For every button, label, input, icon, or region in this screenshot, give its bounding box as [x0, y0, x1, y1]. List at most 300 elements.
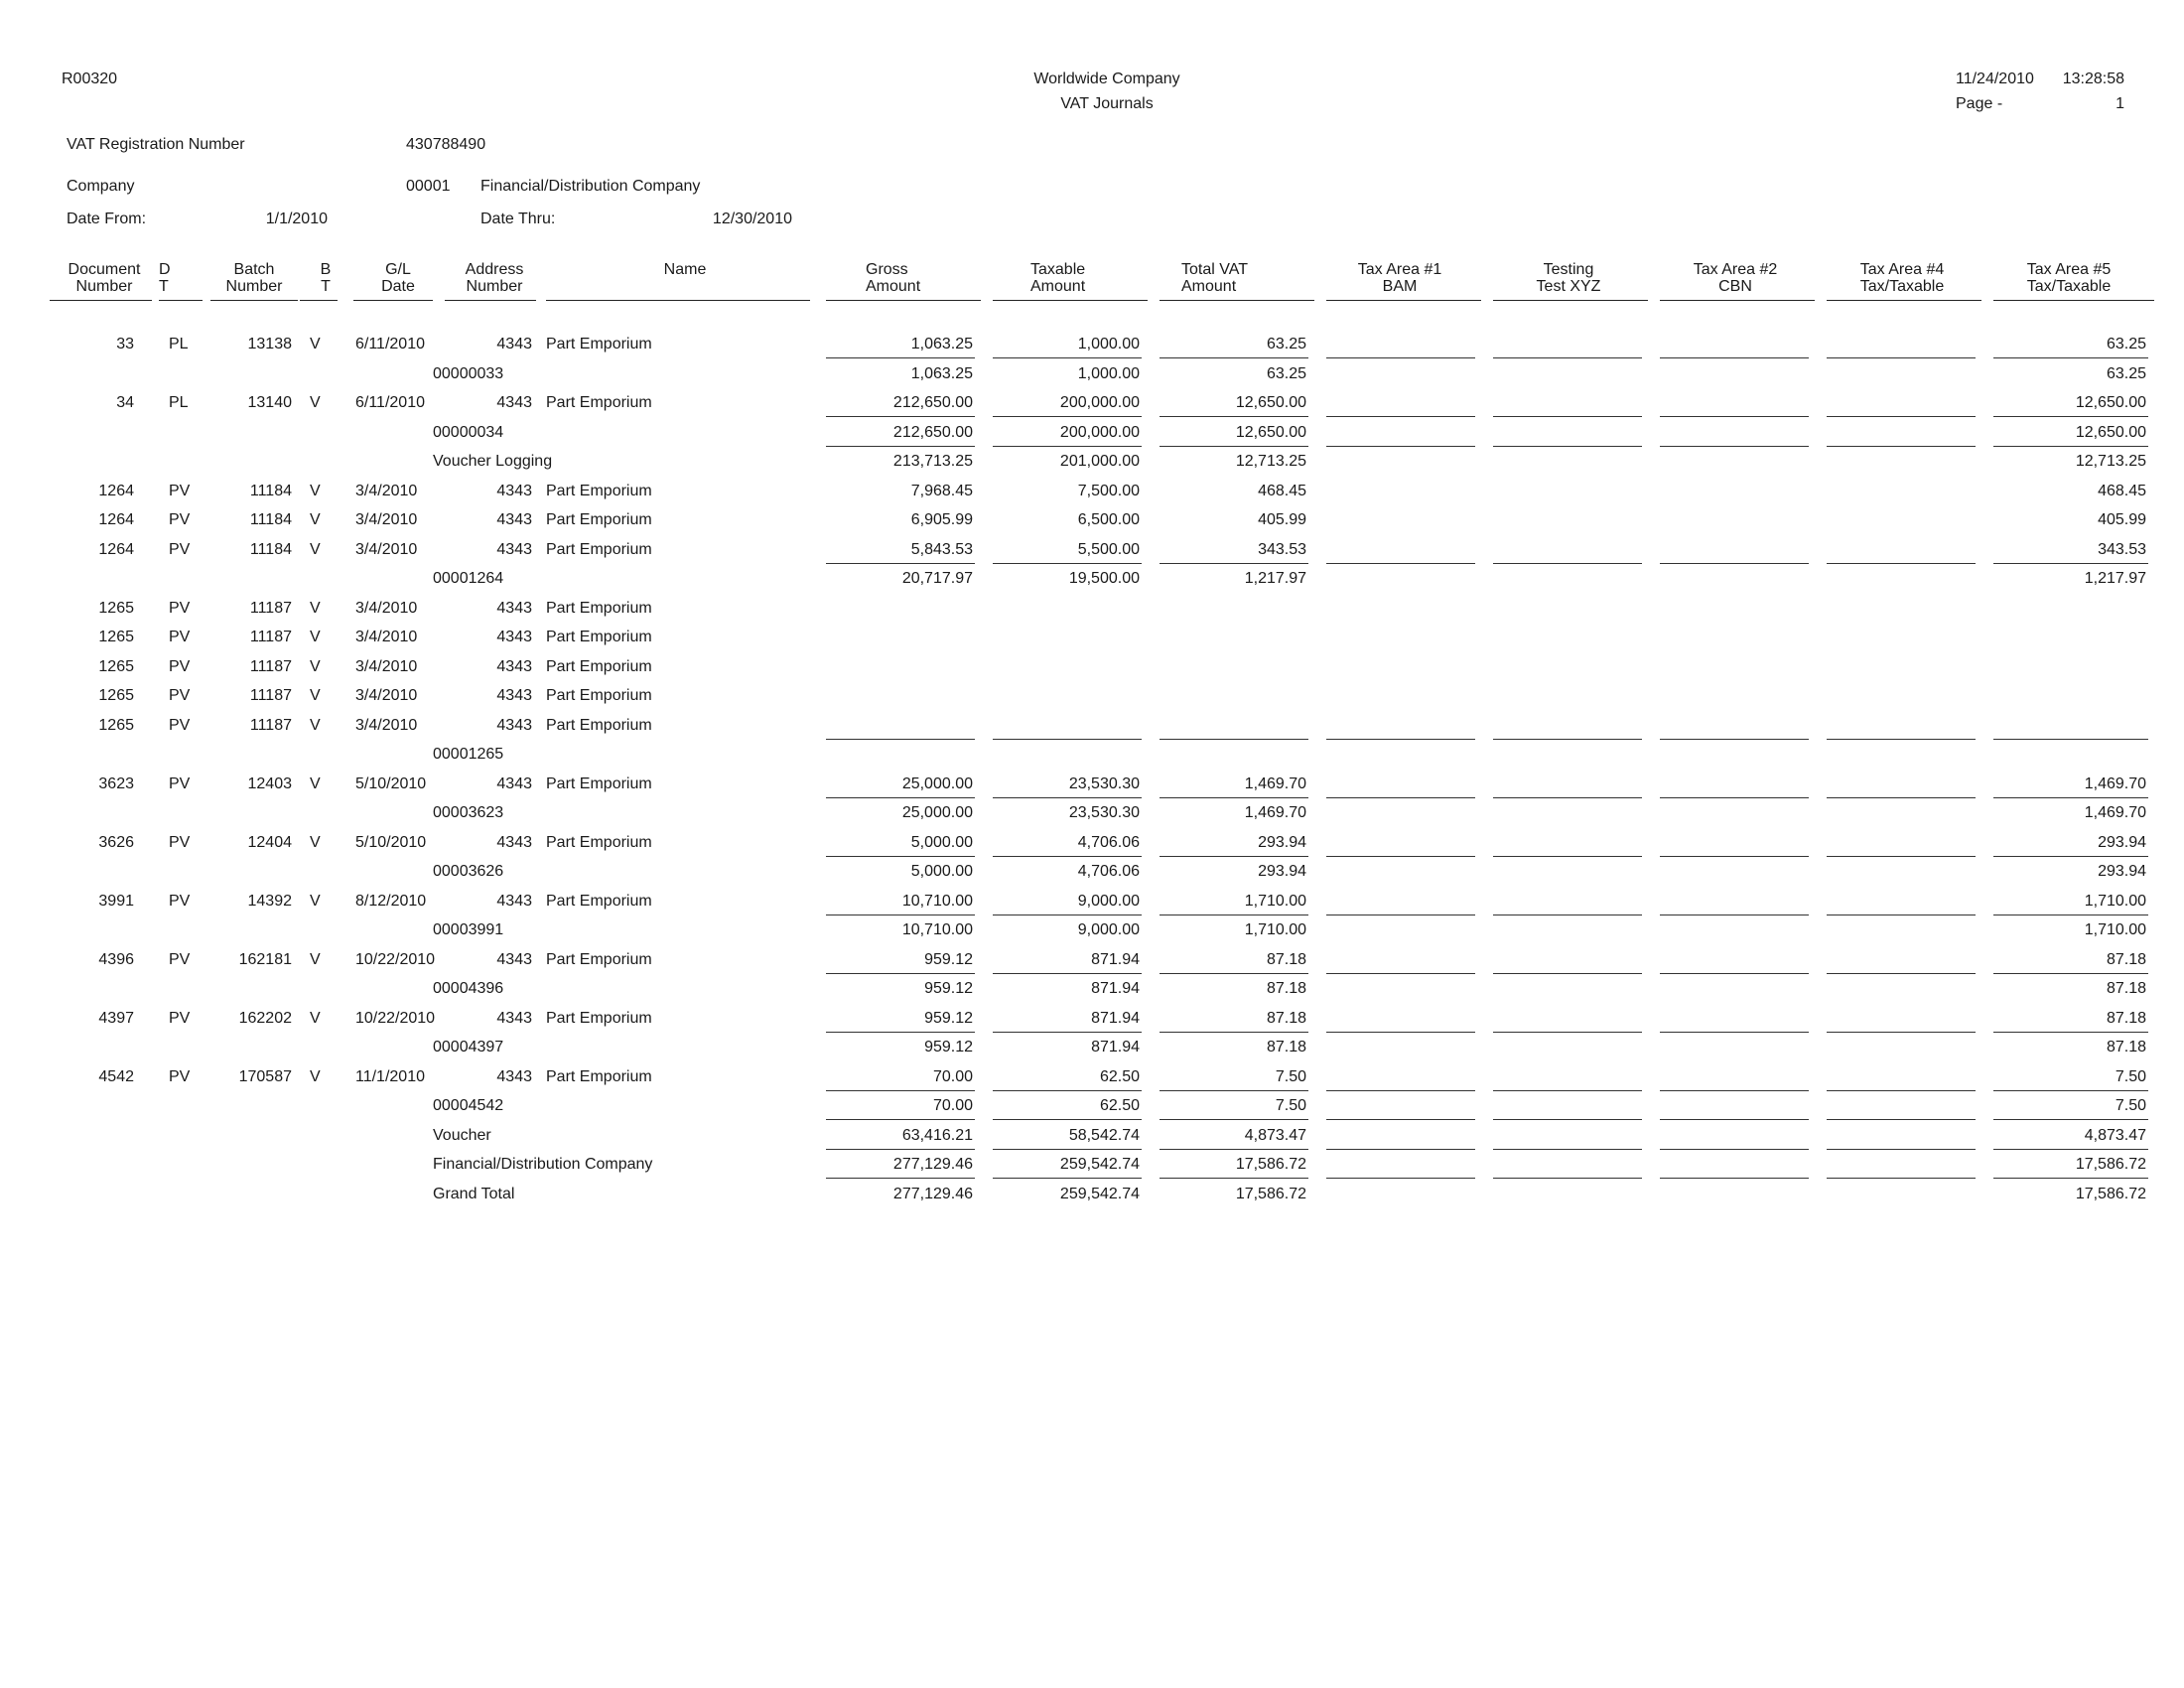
cell-taxable: 7,500.00 — [1077, 483, 1140, 499]
subtotal-rule — [1493, 973, 1642, 974]
cell-vat: 1,710.00 — [1244, 893, 1306, 910]
subtotal-rule — [993, 856, 1142, 857]
col-header-name: Name — [663, 261, 707, 278]
cell-gl: 3/4/2010 — [355, 511, 418, 528]
cell-batch: 170587 — [238, 1068, 292, 1085]
cell-t5: 63.25 — [2106, 365, 2146, 382]
cell-t5: 7.50 — [2115, 1097, 2146, 1114]
cell-batch: 11187 — [249, 600, 292, 617]
cell-name: Part Emporium — [546, 600, 652, 617]
cell-addr: 4343 — [496, 394, 532, 411]
cell-batch: 11187 — [249, 687, 292, 704]
subtotal-rule — [1660, 739, 1809, 740]
cell-dt: PV — [169, 717, 191, 734]
cell-name: Part Emporium — [546, 1068, 652, 1085]
cell-bt: V — [310, 600, 321, 617]
cell-taxable: 871.94 — [1091, 951, 1140, 968]
cell-doc: 1264 — [98, 511, 134, 528]
cell-t5: 12,650.00 — [2075, 394, 2146, 411]
cell-vat: 17,586.72 — [1235, 1156, 1306, 1173]
cell-gross: 959.12 — [924, 980, 973, 997]
cell-batch: 11187 — [249, 629, 292, 645]
subtotal-rule — [993, 1090, 1142, 1091]
cell-vat: 87.18 — [1266, 1039, 1306, 1055]
col-header-tax-area-5: Tax Area #5 Tax/Taxable — [2026, 261, 2112, 295]
subtotal-rule — [1326, 797, 1475, 798]
col-header-dt: D T — [159, 261, 171, 295]
cell-addr: 4343 — [496, 834, 532, 851]
subtotal-rule — [826, 357, 975, 358]
cell-batch: 12403 — [247, 775, 292, 792]
total-label: 00000034 — [433, 424, 504, 441]
cell-vat: 343.53 — [1258, 541, 1306, 558]
cell-addr: 4343 — [496, 600, 532, 617]
subtotal-rule — [826, 1090, 975, 1091]
cell-gross: 63,416.21 — [901, 1127, 973, 1144]
subtotal-rule — [1660, 416, 1809, 417]
subtotal-rule — [1160, 1032, 1308, 1033]
cell-name: Part Emporium — [546, 1010, 652, 1027]
cell-addr: 4343 — [496, 775, 532, 792]
col-header-taxable-amount: Taxable Amount — [1030, 261, 1086, 295]
cell-bt: V — [310, 511, 321, 528]
cell-dt: PV — [169, 834, 191, 851]
cell-bt: V — [310, 629, 321, 645]
cell-gl: 3/4/2010 — [355, 541, 418, 558]
cell-name: Part Emporium — [546, 893, 652, 910]
cell-batch: 11184 — [249, 483, 292, 499]
cell-addr: 4343 — [496, 1068, 532, 1085]
cell-gl: 6/11/2010 — [355, 394, 425, 411]
subtotal-rule — [1993, 1149, 2148, 1150]
cell-vat: 1,217.97 — [1244, 570, 1306, 587]
cell-gross: 25,000.00 — [901, 804, 973, 821]
cell-t5: 1,710.00 — [2084, 921, 2146, 938]
subtotal-rule — [993, 563, 1142, 564]
total-label: 00004542 — [433, 1097, 504, 1114]
cell-addr: 4343 — [496, 629, 532, 645]
company-code: 00001 — [406, 178, 451, 195]
cell-gross: 10,710.00 — [901, 893, 973, 910]
subtotal-rule — [1493, 797, 1642, 798]
page-label: Page - — [1956, 95, 2003, 112]
subtotal-rule — [1326, 1119, 1475, 1120]
cell-batch: 13138 — [247, 336, 292, 352]
company-name: Financial/Distribution Company — [480, 178, 701, 195]
cell-t5: 87.18 — [2106, 980, 2146, 997]
col-header-tax-area-1: Tax Area #1 BAM — [1357, 261, 1442, 295]
subtotal-rule — [1660, 973, 1809, 974]
cell-addr: 4343 — [496, 717, 532, 734]
cell-gross: 213,713.25 — [892, 453, 973, 470]
cell-name: Part Emporium — [546, 511, 652, 528]
subtotal-rule — [1827, 446, 1976, 447]
cell-vat: 1,710.00 — [1244, 921, 1306, 938]
cell-taxable: 9,000.00 — [1077, 893, 1140, 910]
cell-taxable: 4,706.06 — [1077, 834, 1140, 851]
subtotal-rule — [1993, 357, 2148, 358]
cell-t5: 293.94 — [2098, 834, 2146, 851]
cell-bt: V — [310, 1068, 321, 1085]
cell-doc: 1264 — [98, 483, 134, 499]
cell-gross: 10,710.00 — [901, 921, 973, 938]
cell-vat: 12,650.00 — [1235, 424, 1306, 441]
subtotal-rule — [1493, 1119, 1642, 1120]
cell-name: Part Emporium — [546, 834, 652, 851]
cell-gl: 3/4/2010 — [355, 687, 418, 704]
cell-vat: 87.18 — [1266, 980, 1306, 997]
subtotal-rule — [1493, 1149, 1642, 1150]
subtotal-rule — [1993, 797, 2148, 798]
subtotal-rule — [826, 1032, 975, 1033]
cell-taxable: 871.94 — [1091, 1039, 1140, 1055]
cell-t5: 7.50 — [2115, 1068, 2146, 1085]
total-label: 00003626 — [433, 863, 504, 880]
col-header-batch-number: Batch Number — [225, 261, 283, 295]
cell-vat: 12,650.00 — [1235, 394, 1306, 411]
cell-t5: 468.45 — [2098, 483, 2146, 499]
subtotal-rule — [1326, 1178, 1475, 1179]
subtotal-rule — [1493, 739, 1642, 740]
cell-doc: 4396 — [98, 951, 134, 968]
cell-t5: 1,469.70 — [2084, 775, 2146, 792]
vat-reg-label: VAT Registration Number — [67, 136, 245, 153]
cell-addr: 4343 — [496, 687, 532, 704]
cell-vat: 7.50 — [1275, 1097, 1306, 1114]
subtotal-rule — [1160, 446, 1308, 447]
cell-t5: 87.18 — [2106, 1010, 2146, 1027]
cell-gross: 70.00 — [932, 1068, 973, 1085]
subtotal-rule — [1326, 1032, 1475, 1033]
cell-t5: 1,217.97 — [2084, 570, 2146, 587]
subtotal-rule — [1326, 446, 1475, 447]
cell-vat: 468.45 — [1258, 483, 1306, 499]
cell-gross: 1,063.25 — [910, 365, 973, 382]
cell-dt: PV — [169, 951, 191, 968]
run-date: 11/24/2010 — [1956, 70, 2034, 87]
cell-taxable: 201,000.00 — [1059, 453, 1140, 470]
cell-vat: 405.99 — [1258, 511, 1306, 528]
cell-bt: V — [310, 687, 321, 704]
cell-name: Part Emporium — [546, 687, 652, 704]
cell-doc: 1265 — [98, 629, 134, 645]
subtotal-rule — [1993, 563, 2148, 564]
subtotal-rule — [1993, 856, 2148, 857]
cell-addr: 4343 — [496, 1010, 532, 1027]
cell-taxable: 5,500.00 — [1077, 541, 1140, 558]
col-header-gl-date: G/L Date — [381, 261, 415, 295]
subtotal-rule — [993, 357, 1142, 358]
subtotal-rule — [1493, 416, 1642, 417]
cell-t5: 4,873.47 — [2084, 1127, 2146, 1144]
cell-name: Part Emporium — [546, 541, 652, 558]
cell-gl: 3/4/2010 — [355, 483, 418, 499]
subtotal-rule — [1493, 446, 1642, 447]
cell-batch: 162181 — [238, 951, 292, 968]
date-thru-value: 12/30/2010 — [712, 211, 792, 227]
cell-addr: 4343 — [496, 951, 532, 968]
cell-t5: 17,586.72 — [2075, 1186, 2146, 1202]
subtotal-rule — [1993, 1090, 2148, 1091]
subtotal-rule — [1660, 797, 1809, 798]
cell-doc: 3623 — [98, 775, 134, 792]
total-label: 00003991 — [433, 921, 504, 938]
cell-taxable: 1,000.00 — [1077, 336, 1140, 352]
cell-t5: 405.99 — [2098, 511, 2146, 528]
cell-doc: 34 — [116, 394, 134, 411]
cell-gross: 70.00 — [932, 1097, 973, 1114]
cell-addr: 4343 — [496, 336, 532, 352]
subtotal-rule — [1160, 739, 1308, 740]
cell-gross: 5,843.53 — [910, 541, 973, 558]
cell-batch: 12404 — [247, 834, 292, 851]
subtotal-rule — [1493, 1090, 1642, 1091]
subtotal-rule — [1160, 1149, 1308, 1150]
col-header-bt: B T — [320, 261, 332, 295]
cell-taxable: 4,706.06 — [1077, 863, 1140, 880]
cell-taxable: 23,530.30 — [1068, 804, 1140, 821]
subtotal-rule — [1993, 416, 2148, 417]
cell-vat: 7.50 — [1275, 1068, 1306, 1085]
subtotal-rule — [1993, 914, 2148, 915]
cell-vat: 1,469.70 — [1244, 775, 1306, 792]
subtotal-rule — [1160, 973, 1308, 974]
cell-name: Part Emporium — [546, 336, 652, 352]
cell-name: Part Emporium — [546, 717, 652, 734]
subtotal-rule — [826, 1119, 975, 1120]
cell-bt: V — [310, 951, 321, 968]
subtotal-rule — [826, 563, 975, 564]
subtotal-rule — [1827, 856, 1976, 857]
company-label: Company — [67, 178, 135, 195]
subtotal-rule — [1326, 973, 1475, 974]
subtotal-rule — [1660, 563, 1809, 564]
cell-bt: V — [310, 893, 321, 910]
subtotal-rule — [1827, 1032, 1976, 1033]
total-label: Voucher — [433, 1127, 491, 1144]
run-time: 13:28:58 — [2062, 70, 2124, 87]
cell-taxable: 871.94 — [1091, 1010, 1140, 1027]
subtotal-rule — [1493, 1178, 1642, 1179]
cell-taxable: 200,000.00 — [1059, 394, 1140, 411]
subtotal-rule — [1493, 914, 1642, 915]
subtotal-rule — [1827, 914, 1976, 915]
cell-name: Part Emporium — [546, 629, 652, 645]
subtotal-rule — [1160, 563, 1308, 564]
col-header-gross-amount: Gross Amount — [866, 261, 921, 295]
cell-gross: 5,000.00 — [910, 863, 973, 880]
cell-gross: 277,129.46 — [892, 1156, 973, 1173]
cell-gross: 277,129.46 — [892, 1186, 973, 1202]
cell-t5: 17,586.72 — [2075, 1156, 2146, 1173]
cell-vat: 4,873.47 — [1244, 1127, 1306, 1144]
total-label: 00004396 — [433, 980, 504, 997]
subtotal-rule — [1827, 357, 1976, 358]
cell-doc: 1265 — [98, 658, 134, 675]
cell-batch: 11187 — [249, 658, 292, 675]
subtotal-rule — [993, 797, 1142, 798]
cell-doc: 3626 — [98, 834, 134, 851]
total-label: 00004397 — [433, 1039, 504, 1055]
report-id: R00320 — [62, 70, 118, 87]
cell-vat: 12,713.25 — [1235, 453, 1306, 470]
subtotal-rule — [1660, 446, 1809, 447]
subtotal-rule — [1326, 739, 1475, 740]
cell-doc: 3991 — [98, 893, 134, 910]
subtotal-rule — [1993, 1119, 2148, 1120]
subtotal-rule — [1827, 973, 1976, 974]
cell-gl: 10/22/2010 — [355, 951, 436, 968]
subtotal-rule — [993, 446, 1142, 447]
cell-bt: V — [310, 1010, 321, 1027]
cell-t5: 87.18 — [2106, 951, 2146, 968]
cell-taxable: 1,000.00 — [1077, 365, 1140, 382]
total-label: 00003623 — [433, 804, 504, 821]
cell-name: Part Emporium — [546, 394, 652, 411]
subtotal-rule — [1827, 416, 1976, 417]
cell-dt: PV — [169, 893, 191, 910]
subtotal-rule — [826, 1149, 975, 1150]
cell-gl: 6/11/2010 — [355, 336, 425, 352]
subtotal-rule — [1993, 1032, 2148, 1033]
cell-gl: 5/10/2010 — [355, 834, 427, 851]
cell-batch: 13140 — [247, 394, 292, 411]
cell-name: Part Emporium — [546, 483, 652, 499]
cell-taxable: 23,530.30 — [1068, 775, 1140, 792]
subtotal-rule — [993, 973, 1142, 974]
cell-gross: 20,717.97 — [901, 570, 973, 587]
cell-doc: 1265 — [98, 600, 134, 617]
subtotal-rule — [1160, 357, 1308, 358]
cell-dt: PV — [169, 775, 191, 792]
cell-gross: 212,650.00 — [892, 394, 973, 411]
subtotal-rule — [993, 739, 1142, 740]
cell-taxable: 6,500.00 — [1077, 511, 1140, 528]
cell-taxable: 259,542.74 — [1059, 1186, 1140, 1202]
subtotal-rule — [1160, 914, 1308, 915]
cell-vat: 293.94 — [1258, 863, 1306, 880]
total-label: Voucher Logging — [433, 453, 553, 470]
vat-reg-value: 430788490 — [406, 136, 486, 153]
subtotal-rule — [1493, 1032, 1642, 1033]
subtotal-rule — [1326, 914, 1475, 915]
total-label: Financial/Distribution Company — [433, 1156, 653, 1173]
cell-taxable: 19,500.00 — [1068, 570, 1140, 587]
subtotal-rule — [1160, 416, 1308, 417]
date-from-value: 1/1/2010 — [265, 211, 328, 227]
cell-taxable: 871.94 — [1091, 980, 1140, 997]
cell-addr: 4343 — [496, 511, 532, 528]
subtotal-rule — [1660, 1119, 1809, 1120]
cell-t5: 87.18 — [2106, 1039, 2146, 1055]
cell-t5: 293.94 — [2098, 863, 2146, 880]
col-header-testing: Testing Test XYZ — [1536, 261, 1601, 295]
cell-doc: 1265 — [98, 717, 134, 734]
cell-gl: 11/1/2010 — [355, 1068, 425, 1085]
subtotal-rule — [1160, 797, 1308, 798]
subtotal-rule — [1827, 1149, 1976, 1150]
cell-taxable: 58,542.74 — [1068, 1127, 1140, 1144]
cell-gl: 8/12/2010 — [355, 893, 427, 910]
cell-gross: 212,650.00 — [892, 424, 973, 441]
subtotal-rule — [1326, 563, 1475, 564]
subtotal-rule — [1160, 856, 1308, 857]
subtotal-rule — [1660, 856, 1809, 857]
cell-vat: 1,469.70 — [1244, 804, 1306, 821]
subtotal-rule — [993, 1119, 1142, 1120]
subtotal-rule — [826, 446, 975, 447]
subtotal-rule — [1660, 1149, 1809, 1150]
subtotal-rule — [1326, 856, 1475, 857]
subtotal-rule — [826, 856, 975, 857]
cell-dt: PV — [169, 483, 191, 499]
date-thru-label: Date Thru: — [480, 211, 556, 227]
cell-dt: PL — [169, 336, 189, 352]
cell-vat: 87.18 — [1266, 1010, 1306, 1027]
subtotal-rule — [1160, 1178, 1308, 1179]
subtotal-rule — [826, 1178, 975, 1179]
cell-gross: 6,905.99 — [910, 511, 973, 528]
cell-vat: 17,586.72 — [1235, 1186, 1306, 1202]
cell-name: Part Emporium — [546, 951, 652, 968]
cell-batch: 162202 — [238, 1010, 292, 1027]
cell-bt: V — [310, 658, 321, 675]
cell-dt: PV — [169, 658, 191, 675]
subtotal-rule — [826, 416, 975, 417]
cell-dt: PV — [169, 541, 191, 558]
cell-dt: PV — [169, 1068, 191, 1085]
subtotal-rule — [993, 1178, 1142, 1179]
cell-batch: 11184 — [249, 541, 292, 558]
cell-gl: 3/4/2010 — [355, 629, 418, 645]
cell-gross: 5,000.00 — [910, 834, 973, 851]
cell-batch: 14392 — [247, 893, 292, 910]
cell-taxable: 62.50 — [1099, 1068, 1140, 1085]
subtotal-rule — [1493, 563, 1642, 564]
cell-t5: 63.25 — [2106, 336, 2146, 352]
subtotal-rule — [1827, 563, 1976, 564]
col-header-address-number: Address Number — [465, 261, 524, 295]
subtotal-rule — [993, 1032, 1142, 1033]
cell-t5: 12,650.00 — [2075, 424, 2146, 441]
cell-doc: 1265 — [98, 687, 134, 704]
cell-name: Part Emporium — [546, 658, 652, 675]
subtotal-rule — [1660, 357, 1809, 358]
cell-doc: 1264 — [98, 541, 134, 558]
subtotal-rule — [826, 739, 975, 740]
cell-bt: V — [310, 483, 321, 499]
cell-addr: 4343 — [496, 483, 532, 499]
cell-bt: V — [310, 834, 321, 851]
total-label: 00001265 — [433, 746, 504, 763]
company-title: Worldwide Company — [1033, 70, 1180, 87]
total-label: 00001264 — [433, 570, 504, 587]
cell-vat: 87.18 — [1266, 951, 1306, 968]
subtotal-rule — [1326, 416, 1475, 417]
date-from-label: Date From: — [67, 211, 147, 227]
cell-gross: 959.12 — [924, 1010, 973, 1027]
col-header-document-number: Document Number — [68, 261, 141, 295]
subtotal-rule — [1493, 856, 1642, 857]
subtotal-rule — [1660, 914, 1809, 915]
subtotal-rule — [1827, 1119, 1976, 1120]
cell-vat: 63.25 — [1266, 336, 1306, 352]
cell-vat: 63.25 — [1266, 365, 1306, 382]
subtotal-rule — [826, 973, 975, 974]
subtotal-rule — [1660, 1032, 1809, 1033]
page-number: 1 — [2116, 95, 2124, 112]
cell-gl: 5/10/2010 — [355, 775, 427, 792]
